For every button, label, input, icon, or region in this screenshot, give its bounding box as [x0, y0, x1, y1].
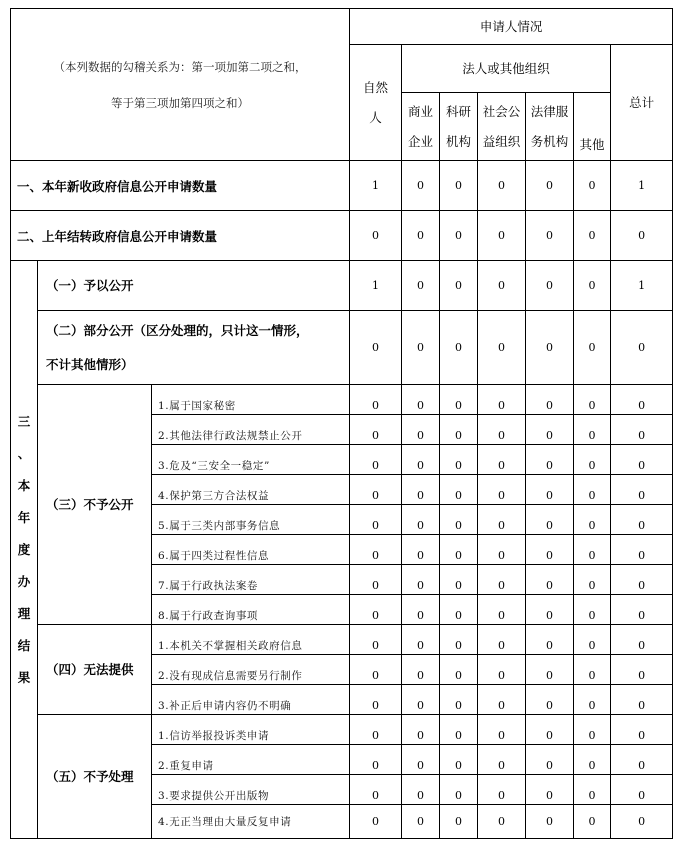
header-other: 其他	[574, 93, 611, 161]
cell-value: 0	[526, 595, 574, 625]
cell-value: 0	[350, 475, 402, 505]
cell-value: 0	[526, 385, 574, 415]
cell-value: 0	[478, 211, 526, 261]
cell-value: 0	[350, 415, 402, 445]
header-legal-service-line1: 法律服	[530, 103, 569, 119]
cell-value: 0	[402, 211, 440, 261]
row-label: （四）无法提供	[38, 625, 152, 715]
cell-value: 0	[440, 385, 478, 415]
section-char: 本	[17, 477, 31, 493]
table-row	[11, 311, 673, 385]
cell-value: 0	[440, 805, 478, 839]
cell-value: 0	[478, 565, 526, 595]
cell-value: 0	[350, 505, 402, 535]
cell-value: 0	[526, 211, 574, 261]
header-legal-service	[526, 93, 574, 161]
cell-value: 0	[402, 565, 440, 595]
cell-value: 0	[611, 625, 673, 655]
cell-value: 0	[574, 655, 611, 685]
cell-value: 0	[611, 715, 673, 745]
cell-value: 0	[402, 415, 440, 445]
table-row	[11, 211, 673, 261]
cell-value: 0	[526, 565, 574, 595]
cell-value: 0	[611, 595, 673, 625]
cell-value: 0	[611, 445, 673, 475]
cell-value: 0	[402, 535, 440, 565]
cell-value: 0	[611, 745, 673, 775]
header-research-line2: 机构	[446, 133, 472, 149]
cell-value: 0	[526, 775, 574, 805]
cell-value: 0	[478, 655, 526, 685]
section-char: 度	[17, 541, 31, 557]
header-commercial	[402, 93, 440, 161]
reason-label: 5.属于三类内部事务信息	[152, 505, 350, 535]
cell-value: 1	[611, 161, 673, 211]
reason-label: 3.要求提供公开出版物	[152, 775, 350, 805]
cell-value: 0	[350, 535, 402, 565]
header-legal-service-line2: 务机构	[530, 133, 569, 149]
cell-value: 0	[478, 805, 526, 839]
cell-value: 0	[350, 805, 402, 839]
section-char: 结	[17, 637, 31, 653]
cell-value: 0	[440, 475, 478, 505]
reason-label: 1.本机关不掌握相关政府信息	[152, 625, 350, 655]
cell-value: 0	[440, 625, 478, 655]
table-row	[11, 161, 673, 211]
header-legal-org: 法人或其他组织	[402, 45, 611, 93]
cell-value: 0	[574, 745, 611, 775]
cell-value: 0	[611, 535, 673, 565]
cell-value: 0	[526, 655, 574, 685]
cell-value: 0	[402, 715, 440, 745]
cell-value: 0	[526, 535, 574, 565]
header-social	[478, 93, 526, 161]
cell-value: 0	[402, 745, 440, 775]
cell-value: 1	[611, 261, 673, 311]
section-char: 办	[17, 573, 31, 589]
cell-value: 0	[478, 745, 526, 775]
table-row	[11, 261, 673, 311]
row-label: （一）予以公开	[38, 261, 350, 311]
cell-value: 0	[611, 211, 673, 261]
cell-value: 0	[478, 415, 526, 445]
section-char: 、	[17, 445, 31, 461]
cell-value: 0	[611, 311, 673, 385]
cell-value: 0	[574, 715, 611, 745]
cell-value: 0	[574, 475, 611, 505]
cell-value: 0	[526, 415, 574, 445]
cell-value: 0	[611, 775, 673, 805]
cell-value: 0	[574, 261, 611, 311]
row-label: 一、本年新收政府信息公开申请数量	[11, 161, 350, 211]
cell-value: 0	[350, 311, 402, 385]
cell-value: 0	[350, 211, 402, 261]
cell-value: 0	[611, 565, 673, 595]
cell-value: 0	[402, 475, 440, 505]
cell-value: 0	[574, 625, 611, 655]
cell-value: 0	[402, 595, 440, 625]
cell-value: 0	[402, 805, 440, 839]
cell-value: 0	[402, 385, 440, 415]
cell-value: 0	[478, 535, 526, 565]
cell-value: 0	[350, 445, 402, 475]
reason-label: 3.补正后申请内容仍不明确	[152, 685, 350, 715]
cell-value: 0	[350, 775, 402, 805]
cell-value: 0	[574, 311, 611, 385]
cell-value: 0	[440, 685, 478, 715]
cell-value: 0	[478, 311, 526, 385]
cell-value: 0	[440, 775, 478, 805]
cell-value: 0	[440, 565, 478, 595]
reason-label: 4.保护第三方合法权益	[152, 475, 350, 505]
cell-value: 0	[402, 775, 440, 805]
section-char: 果	[17, 669, 31, 685]
cell-value: 0	[526, 261, 574, 311]
cell-value: 0	[350, 715, 402, 745]
header-research-line1: 科研	[446, 103, 472, 119]
cell-value: 0	[440, 161, 478, 211]
cell-value: 0	[574, 595, 611, 625]
cell-value: 0	[611, 655, 673, 685]
government-info-disclosure-table	[10, 8, 672, 839]
section-three-label	[11, 261, 38, 839]
note-line-1: （本列数据的勾稽关系为：第一项加第二项之和，	[53, 59, 307, 74]
table-row	[11, 625, 673, 655]
cell-value: 0	[350, 655, 402, 685]
cell-value: 0	[611, 685, 673, 715]
cell-value: 0	[574, 161, 611, 211]
row-label-line2: 不计其他情形）	[46, 356, 134, 372]
cell-value: 0	[478, 475, 526, 505]
statistics-table	[10, 8, 673, 839]
cell-value: 0	[574, 385, 611, 415]
cell-value: 0	[478, 385, 526, 415]
cell-value: 0	[350, 565, 402, 595]
reason-label: 6.属于四类过程性信息	[152, 535, 350, 565]
header-applicant-situation: 申请人情况	[350, 9, 673, 45]
cell-value: 0	[526, 745, 574, 775]
cell-value: 0	[526, 505, 574, 535]
cell-value: 0	[526, 715, 574, 745]
cell-value: 0	[440, 655, 478, 685]
row-label: （三）不予公开	[38, 385, 152, 625]
header-commercial-line1: 商业	[408, 103, 434, 119]
cell-value: 0	[478, 685, 526, 715]
reason-label: 2.其他法律行政法规禁止公开	[152, 415, 350, 445]
cell-value: 0	[574, 415, 611, 445]
cell-value: 0	[574, 775, 611, 805]
cell-value: 0	[440, 745, 478, 775]
cell-value: 0	[478, 505, 526, 535]
reason-label: 2.重复申请	[152, 745, 350, 775]
table-row	[11, 385, 673, 415]
cell-value: 0	[402, 685, 440, 715]
reason-label: 2.没有现成信息需要另行制作	[152, 655, 350, 685]
header-natural-person-line1: 自然	[363, 79, 389, 95]
reason-label: 8.属于行政查询事项	[152, 595, 350, 625]
note-line-2: 等于第三项加第四项之和）	[111, 95, 250, 110]
cell-value: 0	[402, 311, 440, 385]
cell-value: 0	[574, 535, 611, 565]
cell-value: 0	[574, 565, 611, 595]
header-social-line1: 社会公	[482, 103, 521, 119]
header-research	[440, 93, 478, 161]
reason-label: 3.危及“三安全一稳定”	[152, 445, 350, 475]
cell-value: 0	[611, 805, 673, 839]
table-row	[11, 715, 673, 745]
cell-value: 0	[402, 445, 440, 475]
header-natural-person-line2: 人	[369, 109, 382, 125]
cell-value: 0	[478, 715, 526, 745]
reason-label: 7.属于行政执法案卷	[152, 565, 350, 595]
cell-value: 0	[611, 415, 673, 445]
cell-value: 0	[440, 261, 478, 311]
cell-value: 0	[478, 445, 526, 475]
cell-value: 0	[574, 685, 611, 715]
cell-value: 0	[440, 535, 478, 565]
cell-value: 1	[350, 261, 402, 311]
cell-value: 0	[440, 211, 478, 261]
cell-value: 0	[611, 505, 673, 535]
cell-value: 0	[526, 625, 574, 655]
section-char: 理	[17, 605, 31, 621]
cell-value: 0	[478, 161, 526, 211]
cell-value: 0	[574, 505, 611, 535]
header-commercial-line2: 企业	[408, 133, 434, 149]
header-natural-person	[350, 45, 402, 161]
cell-value: 0	[440, 715, 478, 745]
cell-value: 0	[611, 475, 673, 505]
cell-value: 0	[402, 625, 440, 655]
section-char: 年	[17, 509, 31, 525]
cell-value: 0	[440, 445, 478, 475]
cell-value: 0	[574, 445, 611, 475]
cell-value: 0	[574, 805, 611, 839]
header-social-line2: 益组织	[482, 133, 521, 149]
cell-value: 0	[526, 805, 574, 839]
reason-label: 4.无正当理由大量反复申请	[152, 805, 350, 839]
cell-value: 0	[526, 685, 574, 715]
cell-value: 0	[478, 595, 526, 625]
cell-value: 0	[611, 385, 673, 415]
cell-value: 0	[526, 445, 574, 475]
note-cell	[11, 9, 350, 161]
cell-value: 0	[350, 385, 402, 415]
row-label: 二、上年结转政府信息公开申请数量	[11, 211, 350, 261]
section-char: 三	[17, 413, 31, 429]
header-total: 总计	[611, 45, 673, 161]
row-label: （五）不予处理	[38, 715, 152, 839]
cell-value: 0	[402, 161, 440, 211]
cell-value: 0	[574, 211, 611, 261]
cell-value: 0	[440, 595, 478, 625]
cell-value: 0	[402, 261, 440, 311]
reason-label: 1.属于国家秘密	[152, 385, 350, 415]
cell-value: 1	[350, 161, 402, 211]
cell-value: 0	[440, 505, 478, 535]
reason-label: 1.信访举报投诉类申请	[152, 715, 350, 745]
cell-value: 0	[402, 505, 440, 535]
cell-value: 0	[478, 775, 526, 805]
cell-value: 0	[526, 161, 574, 211]
cell-value: 0	[478, 261, 526, 311]
cell-value: 0	[526, 311, 574, 385]
cell-value: 0	[440, 415, 478, 445]
cell-value: 0	[478, 625, 526, 655]
row-label	[38, 311, 350, 385]
cell-value: 0	[526, 475, 574, 505]
cell-value: 0	[440, 311, 478, 385]
cell-value: 0	[350, 625, 402, 655]
row-label-line1: （二）部分公开（区分处理的，只计这一情形，	[46, 322, 309, 338]
cell-value: 0	[402, 655, 440, 685]
cell-value: 0	[350, 595, 402, 625]
cell-value: 0	[350, 745, 402, 775]
cell-value: 0	[350, 685, 402, 715]
